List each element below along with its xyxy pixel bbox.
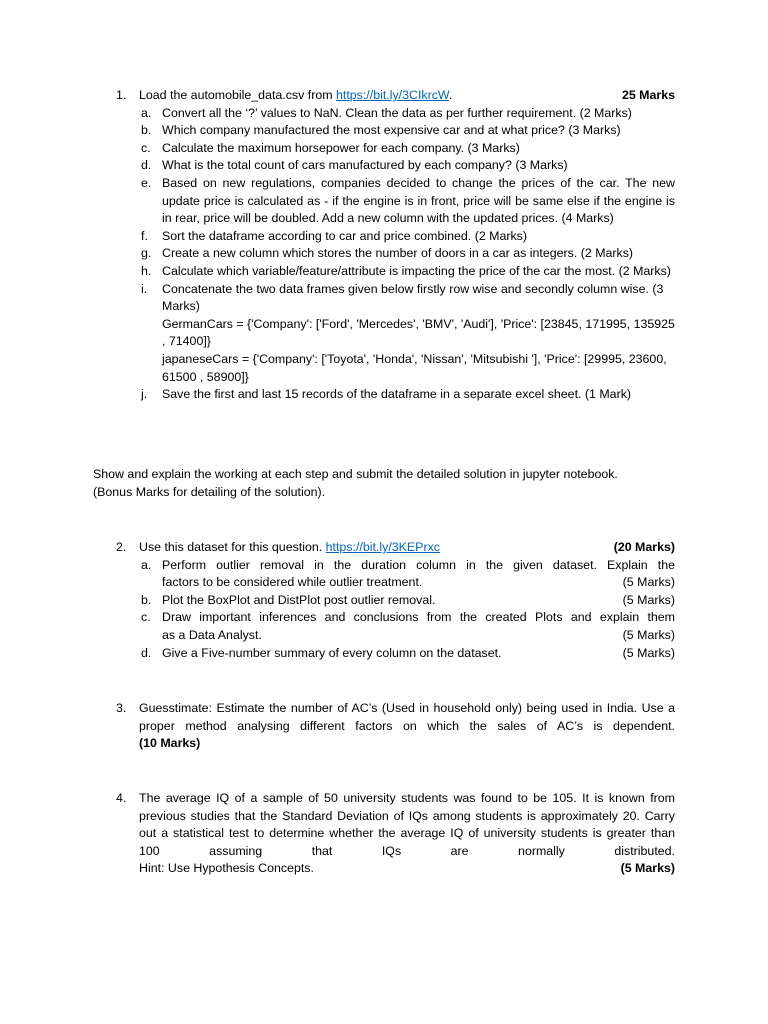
subquestion-list: [116, 557, 675, 663]
subquestion: c. Draw important inferences and conclusions from the created Plots and explain them as a Data Analyst. (5 Marks): [116, 609, 675, 644]
question-number: 4.: [116, 791, 127, 805]
question-4-hint: Hint: Use Hypothesis Concepts.: [139, 861, 314, 876]
question-number: 3.: [116, 701, 127, 715]
question-2-intro: Use this dataset for this question. https://bit.ly/3KEPrxc: [139, 540, 440, 554]
subquestion: a. Convert all the ‘?’ values to NaN. Clean the data as per further requirement. (2 Marks): [141, 105, 632, 120]
question-4: [116, 790, 675, 878]
instructions-note: Show and explain the working at each step and submit the detailed solution in jupyter notebook. (Bonus Marks for detailing of the solution).: [93, 467, 618, 499]
dataset-link[interactable]: https://bit.ly/3CIkrcW: [336, 88, 449, 102]
subquestion: f. Sort the dataframe according to car and price combined. (2 Marks): [141, 228, 528, 243]
question-marks: (10 Marks): [139, 736, 201, 751]
code-japanese-cars: japaneseCars = {'Company': ['Toyota', 'Honda', 'Nissan', 'Mitsubishi '], 'Price': [29995, 23600, 61500 , 58900]}: [162, 351, 667, 384]
question-3-text: Guesstimate: Estimate the number of AC’s (Used in household only) being used in India. Use a proper method analysing different factors on which the sales of AC’s is dependent.: [139, 701, 675, 733]
code-german-cars: GermanCars = {'Company': ['Ford', 'Mercedes', 'BMV', 'Audi'], 'Price': [23845, 171995, 135925 , 71400]}: [162, 316, 675, 349]
subquestion: g. Create a new column which stores the number of doors in a car as integers. (2 Marks): [141, 246, 634, 261]
question-marks: (20 Marks): [613, 540, 675, 554]
question-number: 1.: [116, 88, 127, 102]
subquestion: j. Save the first and last 15 records of the dataframe in a separate excel sheet. (1 Mark): [141, 387, 632, 402]
question-2-header: [139, 539, 675, 557]
subquestion: b. Which company manufactured the most expensive car and at what price? (3 Marks): [141, 123, 621, 138]
question-2: [116, 539, 675, 662]
subquestion: a. Perform outlier removal in the duration column in the given dataset. Explain the factors to be considered while outlier treatment. (5 Marks): [116, 557, 675, 592]
subquestion-marks: (5 Marks): [622, 645, 675, 660]
subquestion-marks: (5 Marks): [622, 575, 675, 590]
question-number: 2.: [116, 540, 127, 554]
subquestion: e. Based on new regulations, companies decided to change the prices of the car. The new update price is calculated as - if the engine is in front, price will be same else if the engine is in rear, price will be doubled. Add a new column with the updated prices. (4 Marks): [141, 175, 675, 226]
question-marks: (5 Marks): [620, 861, 675, 876]
subquestion-list: [116, 105, 675, 404]
question-1: [116, 87, 675, 404]
question-marks: 25 Marks: [621, 88, 675, 102]
subquestion: c. Calculate the maximum horsepower for each company. (3 Marks): [141, 140, 520, 155]
question-4-text: The average IQ of a sample of 50 university students was found to be 105. It is known from previous studies that the Standard Deviation of IQs among students is approximately 20. Carry out a statistical test to determine whether the average IQ of university students is greater than 100 assuming that IQs are normally distributed.: [139, 791, 675, 858]
subquestion: d. Give a Five-number summary of every column on the dataset. (5 Marks): [116, 645, 675, 663]
dataset-link[interactable]: https://bit.ly/3KEPrxc: [325, 540, 440, 554]
subquestion: i. Concatenate the two data frames given below firstly row wise and secondly column wise. (3 Marks) GermanCars = {'Company': ['Ford', 'Mercedes', 'BMV', 'Audi'], 'Price': [23845, 171995, 135925 , 71400]} japaneseCars = {'Company': ['Toyota', 'Honda', 'Nissan', 'Mitsubishi '], 'Price': [29995, 23600, 61500 , 58900]}: [116, 281, 675, 387]
subquestion-marks: (5 Marks): [622, 592, 675, 607]
question-1-intro: Load the automobile_data.csv from https://bit.ly/3CIkrcW.: [139, 88, 453, 102]
question-3: [116, 700, 675, 753]
subquestion-marks: (5 Marks): [622, 627, 675, 642]
subquestion: b. Plot the BoxPlot and DistPlot post outlier removal. (5 Marks): [116, 592, 675, 610]
subquestion: d. What is the total count of cars manufactured by each company? (3 Marks): [141, 158, 568, 173]
subquestion: h. Calculate which variable/feature/attribute is impacting the price of the car the most. (2 Marks): [141, 263, 671, 278]
question-1-header: [139, 87, 675, 105]
